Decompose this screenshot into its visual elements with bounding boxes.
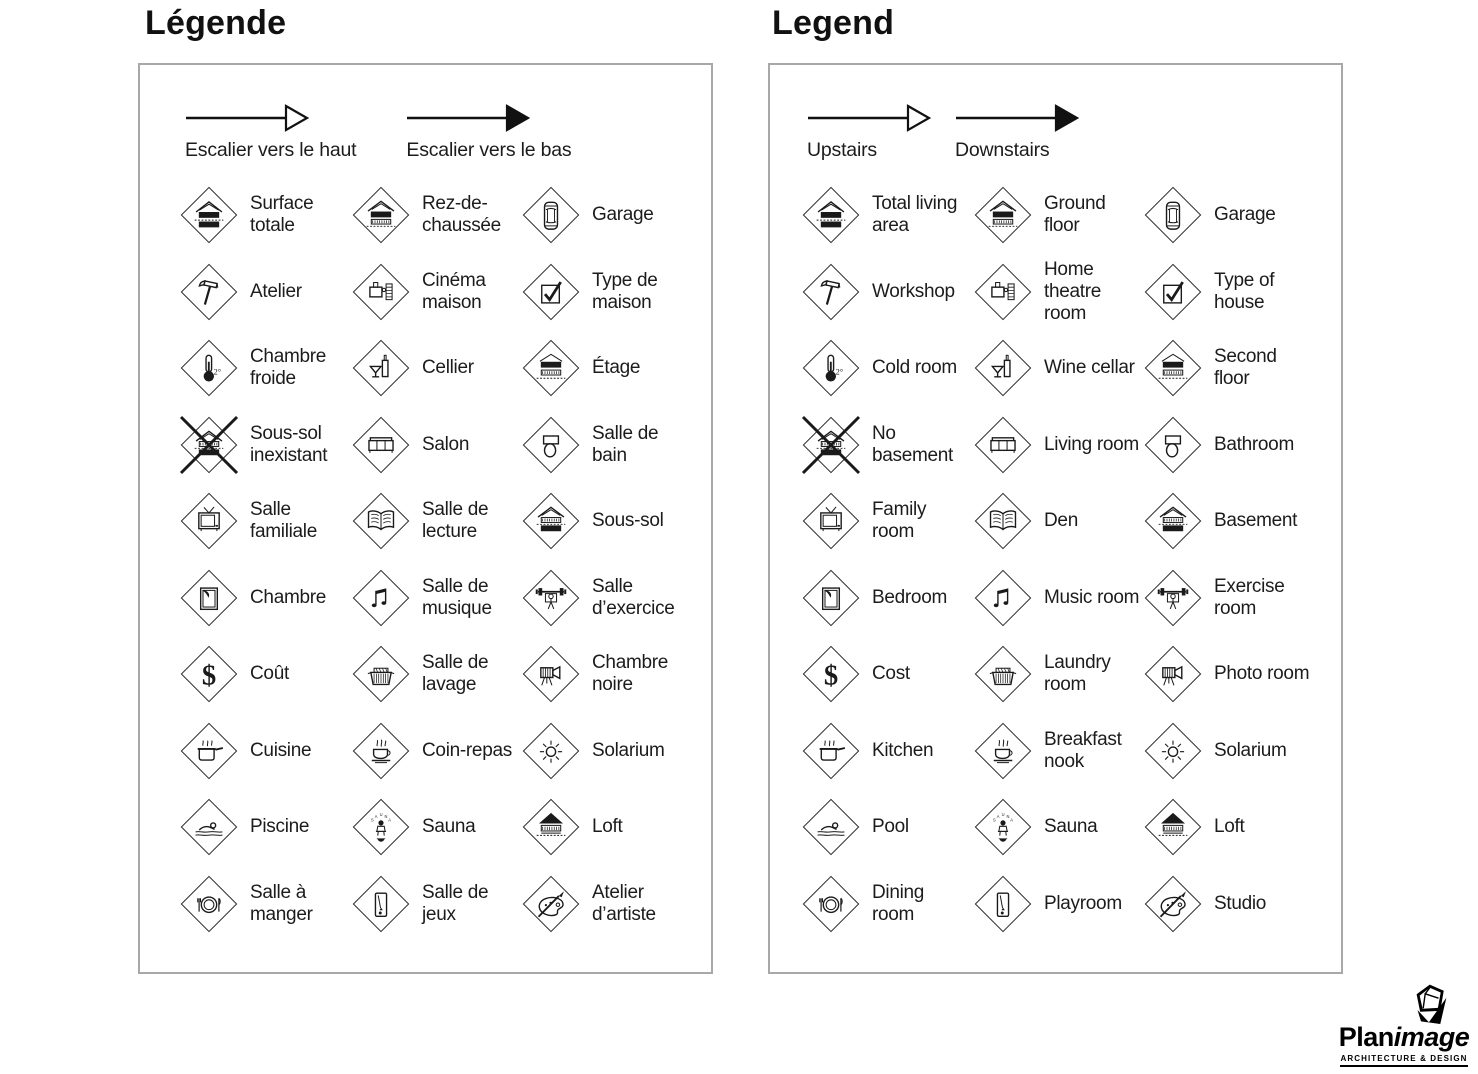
legend-item-label: Workshop xyxy=(872,280,955,302)
tv-icon xyxy=(180,492,238,550)
legend-item xyxy=(802,263,974,321)
legend-item-label: Playroom xyxy=(1044,892,1122,914)
legend-item-label: Atelier d’artiste xyxy=(592,881,656,925)
movie-camera-icon xyxy=(1144,645,1202,703)
legend-item xyxy=(180,569,352,627)
svg-text:A: A xyxy=(1010,817,1013,823)
garage-car-icon xyxy=(1144,186,1202,244)
legend-item xyxy=(352,875,522,933)
house-loft-icon xyxy=(1144,798,1202,856)
brand-plan: Plan xyxy=(1338,1022,1394,1052)
legend-item-label: Loft xyxy=(1214,816,1245,838)
legend-item-label: Living room xyxy=(1044,433,1139,455)
house-second-floor-icon xyxy=(522,339,580,397)
palette-brush-icon xyxy=(1144,875,1202,933)
no-basement-icon xyxy=(802,416,860,474)
dollar-sign-icon xyxy=(180,645,238,703)
legend-item xyxy=(1144,492,1341,550)
legend-item-label: Wine cellar xyxy=(1044,357,1135,379)
legend-item xyxy=(974,416,1144,474)
legend-item xyxy=(974,645,1144,703)
legend-item xyxy=(1144,339,1341,397)
tv-icon xyxy=(802,492,860,550)
legend-item xyxy=(974,875,1144,933)
projector-icon xyxy=(974,263,1032,321)
legend-item xyxy=(802,569,974,627)
legend-item-label: Chambre noire xyxy=(592,652,669,696)
sofa-icon xyxy=(352,416,410,474)
legend-item-label: Total living area xyxy=(872,193,958,237)
laundry-basket-icon xyxy=(974,645,1032,703)
legend-item-label: Rez-de-chaussée xyxy=(422,193,501,237)
stair-arrows xyxy=(185,101,571,162)
legend-item-label: Music room xyxy=(1044,586,1140,608)
brand-image: image xyxy=(1393,1022,1470,1052)
legend-item xyxy=(180,186,352,244)
legend-item xyxy=(974,259,1144,325)
legend-item xyxy=(802,416,974,474)
legend-item xyxy=(802,722,974,780)
planimage-wordmark xyxy=(1339,1024,1470,1051)
legend-item xyxy=(352,416,522,474)
stair-up-arrow-group xyxy=(185,101,356,162)
legend-item-label: Salon xyxy=(422,433,470,455)
stair-up-arrow-icon xyxy=(807,101,931,135)
legend-item-label: Type de maison xyxy=(592,269,658,313)
legend-item xyxy=(974,569,1144,627)
legend-item xyxy=(522,263,711,321)
legend-item xyxy=(802,798,974,856)
legend-item xyxy=(352,186,522,244)
legend-item-label: Ground floor xyxy=(1044,193,1106,237)
legend-item xyxy=(352,263,522,321)
legend-item xyxy=(802,339,974,397)
legend-item-label: Cold room xyxy=(872,357,957,379)
window-curtain-icon xyxy=(802,569,860,627)
legend-item-label: Salle de bain xyxy=(592,422,659,466)
legend-item-label: Salle d’exercice xyxy=(592,575,675,619)
svg-text:S: S xyxy=(371,817,374,823)
house-basement-icon xyxy=(1144,492,1202,550)
swimmer-icon xyxy=(802,798,860,856)
planimage-tagline: ARCHITECTURE & DESIGN xyxy=(1340,1054,1467,1067)
open-book-icon xyxy=(352,492,410,550)
legend-item-label: Basement xyxy=(1214,510,1298,532)
checkmark-box-icon xyxy=(522,263,580,321)
hammer-icon xyxy=(802,263,860,321)
legend-item-label: Laundry room xyxy=(1044,652,1111,696)
planimage-logo xyxy=(1328,982,1478,1067)
legend-item-label: Kitchen xyxy=(872,739,934,761)
legend-item-label: Second floor xyxy=(1214,346,1277,390)
legend-item-label: Family room xyxy=(872,499,927,543)
no-basement-icon xyxy=(180,416,238,474)
legend-item xyxy=(802,492,974,550)
svg-text:A: A xyxy=(996,813,1000,819)
legend-title-fr: Légende xyxy=(145,4,287,42)
legend-item-label: Loft xyxy=(592,816,623,838)
legend-item xyxy=(352,492,522,550)
legend-item-label: Salle de jeux xyxy=(422,881,489,925)
legend-item-label: Chambre froide xyxy=(250,346,327,390)
house-ground-floor-icon xyxy=(974,186,1032,244)
legend-item xyxy=(180,875,352,933)
legend-item xyxy=(1144,416,1341,474)
stair-down-arrow-group xyxy=(955,101,1079,162)
legend-item-label: Sauna xyxy=(422,816,476,838)
stair-down-arrow-group xyxy=(406,101,571,162)
legend-item-label: Piscine xyxy=(250,816,310,838)
legend-item xyxy=(1144,645,1341,703)
legend-item xyxy=(352,339,522,397)
legend-item-label: Dining room xyxy=(872,881,925,925)
svg-text:$: $ xyxy=(823,658,839,691)
legend-item-label: Solarium xyxy=(1214,739,1287,761)
legend-item xyxy=(352,722,522,780)
legend-item xyxy=(352,798,522,856)
legend-item-label: Surface totale xyxy=(250,193,314,237)
svg-text:2°: 2° xyxy=(213,367,222,377)
legend-item-label: Exercise room xyxy=(1214,575,1285,619)
legend-item xyxy=(522,339,711,397)
legend-item-label: Cellier xyxy=(422,357,474,379)
legend-item-label: Sauna xyxy=(1044,816,1098,838)
music-notes-icon xyxy=(352,569,410,627)
garage-car-icon xyxy=(522,186,580,244)
svg-text:U: U xyxy=(1001,811,1005,817)
legend-item-label: Atelier xyxy=(250,280,302,302)
legend-grid-fr xyxy=(140,177,711,942)
cooking-pot-icon xyxy=(802,722,860,780)
legend-item xyxy=(1144,875,1341,933)
legend-item xyxy=(522,875,711,933)
palette-brush-icon xyxy=(522,875,580,933)
stair-up-arrow-group xyxy=(807,101,931,162)
legend-item xyxy=(180,645,352,703)
legend-item-label: Coin-repas xyxy=(422,739,512,761)
coffee-cup-icon xyxy=(352,722,410,780)
billiard-table-icon xyxy=(352,875,410,933)
coffee-cup-icon xyxy=(974,722,1032,780)
legend-item xyxy=(522,186,711,244)
legend-item xyxy=(1144,569,1341,627)
legend-item-label: Salle de musique xyxy=(422,575,492,619)
house-basement-icon xyxy=(522,492,580,550)
swimmer-icon xyxy=(180,798,238,856)
legend-item-label: Salle à manger xyxy=(250,881,313,925)
legend-item xyxy=(180,263,352,321)
open-book-icon xyxy=(974,492,1032,550)
stair-up-arrow-label: Escalier vers le haut xyxy=(185,139,357,161)
legend-panel-fr xyxy=(138,63,713,974)
legend-item xyxy=(1144,263,1341,321)
legend-item-label: No basement xyxy=(872,422,954,466)
weightlifter-icon xyxy=(1144,569,1202,627)
window-curtain-icon xyxy=(180,569,238,627)
legend-item xyxy=(352,645,522,703)
sun-icon xyxy=(1144,722,1202,780)
legend-item xyxy=(802,645,974,703)
svg-text:A: A xyxy=(374,813,378,819)
legend-item-label: Coût xyxy=(250,663,289,685)
house-total-area-icon xyxy=(802,186,860,244)
legend-item xyxy=(522,722,711,780)
legend-item xyxy=(522,645,711,703)
svg-text:$: $ xyxy=(201,658,217,691)
stair-down-arrow-icon xyxy=(955,101,1079,135)
legend-item-label: Bathroom xyxy=(1214,433,1294,455)
legend-item-label: Cuisine xyxy=(250,739,312,761)
legend-item-label: Pool xyxy=(872,816,909,838)
legend-item xyxy=(974,798,1144,856)
svg-text:A: A xyxy=(388,817,391,823)
toilet-icon xyxy=(522,416,580,474)
legend-title-en: Legend xyxy=(772,4,895,42)
house-loft-icon xyxy=(522,798,580,856)
sofa-icon xyxy=(974,416,1032,474)
legend-item-label: Sous-sol inexistant xyxy=(250,422,328,466)
house-ground-floor-icon xyxy=(352,186,410,244)
projector-icon xyxy=(352,263,410,321)
sauna-person-icon xyxy=(974,798,1032,856)
legend-item xyxy=(974,722,1144,780)
legend-item-label: Chambre xyxy=(250,586,327,608)
laundry-basket-icon xyxy=(352,645,410,703)
legend-item xyxy=(974,186,1144,244)
legend-item-label: Home theatre room xyxy=(1044,258,1102,324)
cooking-pot-icon xyxy=(180,722,238,780)
legend-item xyxy=(522,569,711,627)
legend-item-label: Breakfast nook xyxy=(1044,728,1122,772)
legend-item-label: Photo room xyxy=(1214,663,1310,685)
svg-text:S: S xyxy=(993,817,996,823)
dollar-sign-icon xyxy=(802,645,860,703)
legend-grid-en xyxy=(770,177,1341,942)
thermometer-icon xyxy=(180,339,238,397)
legend-item-label: Étage xyxy=(592,357,641,379)
legend-item xyxy=(974,492,1144,550)
legend-item xyxy=(974,339,1144,397)
legend-item-label: Salle familiale xyxy=(250,499,317,543)
legend-item xyxy=(522,798,711,856)
stair-down-arrow-label: Downstairs xyxy=(955,139,1050,161)
hammer-icon xyxy=(180,263,238,321)
legend-item xyxy=(352,569,522,627)
legend-item xyxy=(180,339,352,397)
legend-item-label: Type of house xyxy=(1214,269,1275,313)
house-total-area-icon xyxy=(180,186,238,244)
house-second-floor-icon xyxy=(1144,339,1202,397)
legend-item-label: Salle de lecture xyxy=(422,499,489,543)
legend-item xyxy=(1144,798,1341,856)
legend-item xyxy=(522,416,711,474)
legend-item-label: Cinéma maison xyxy=(422,269,486,313)
movie-camera-icon xyxy=(522,645,580,703)
legend-item-label: Cost xyxy=(872,663,910,685)
legend-item-label: Den xyxy=(1044,510,1078,532)
legend-item-label: Bedroom xyxy=(872,586,947,608)
billiard-table-icon xyxy=(974,875,1032,933)
toilet-icon xyxy=(1144,416,1202,474)
legend-item xyxy=(802,875,974,933)
sauna-person-icon xyxy=(352,798,410,856)
legend-item-label: Salle de lavage xyxy=(422,652,489,696)
svg-text:N: N xyxy=(1006,813,1010,819)
plate-cutlery-icon xyxy=(802,875,860,933)
stair-up-arrow-label: Upstairs xyxy=(807,139,877,161)
legend-item xyxy=(1144,186,1341,244)
legend-item-label: Studio xyxy=(1214,892,1267,914)
stair-arrows xyxy=(807,101,1079,162)
stair-up-arrow-icon xyxy=(185,101,356,135)
legend-item xyxy=(180,416,352,474)
legend-item xyxy=(522,492,711,550)
legend-item-label: Sous-sol xyxy=(592,510,664,532)
legend-item xyxy=(180,722,352,780)
music-notes-icon xyxy=(974,569,1032,627)
checkmark-box-icon xyxy=(1144,263,1202,321)
wine-bottle-glass-icon xyxy=(352,339,410,397)
wine-bottle-glass-icon xyxy=(974,339,1032,397)
legend-item-label: Solarium xyxy=(592,739,665,761)
thermometer-icon xyxy=(802,339,860,397)
legend-item xyxy=(180,492,352,550)
svg-text:U: U xyxy=(379,811,383,817)
legend-item xyxy=(1144,722,1341,780)
legend-panel-en xyxy=(768,63,1343,974)
svg-text:2°: 2° xyxy=(835,367,844,377)
weightlifter-icon xyxy=(522,569,580,627)
plate-cutlery-icon xyxy=(180,875,238,933)
stair-down-arrow-icon xyxy=(406,101,571,135)
svg-text:N: N xyxy=(384,813,388,819)
legend-item xyxy=(802,186,974,244)
legend-item-label: Garage xyxy=(592,204,654,226)
sun-icon xyxy=(522,722,580,780)
legend-item-label: Garage xyxy=(1214,204,1276,226)
legend-item xyxy=(180,798,352,856)
stair-down-arrow-label: Escalier vers le bas xyxy=(406,139,572,161)
